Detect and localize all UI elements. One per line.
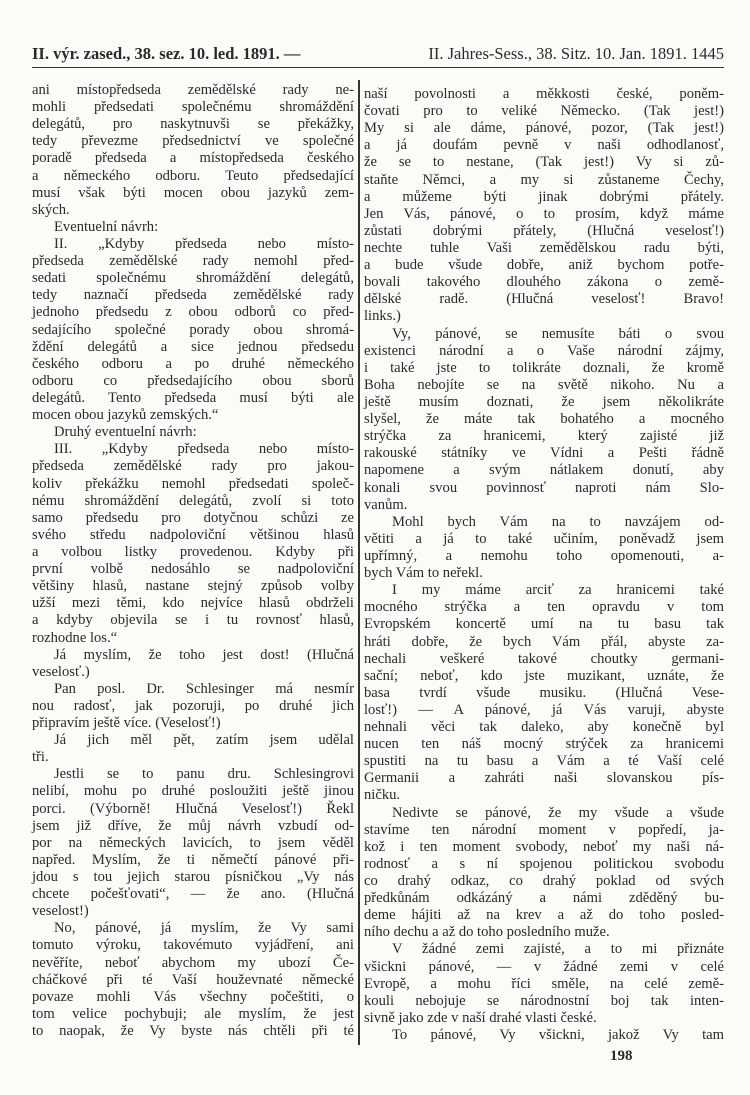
text-line: My si ale dáme, pánové, pozor, (Tak jest!) (364, 120, 724, 137)
text-line: Nedivte se pánové, že my všude a všude (392, 804, 724, 821)
paragraph (364, 1027, 724, 1044)
text-line: všickni pánové, — v žádné zemi v celé (364, 958, 724, 975)
text-line: Já jich měl pět, zatím jsem udělal (54, 732, 354, 749)
text-line: No, pánové, já myslím, že Vy sami (54, 920, 354, 937)
text-line: tři. (32, 749, 49, 766)
paragraph (32, 920, 354, 1040)
text-line: většiny hlasů, nastane stejný způsob volby (32, 578, 354, 595)
text-line: konali svou povinnosť naproti nám Slo- (364, 479, 724, 496)
text-line: I my máme arciť za hranicemi také (392, 582, 724, 599)
text-line: koliv překážku nemohl předsedati společ- (32, 475, 354, 492)
text-line: slyšel, že máte tak bohatého a mocného (364, 411, 724, 428)
text-line: a bude všude dobře, aniž bychom potře- (364, 257, 724, 274)
text-line: delegátů, pro naskytnuvši se překážky, (32, 116, 354, 133)
text-line: ního dechu a až do toho posledního muže. (364, 924, 610, 941)
text-line: bovali takového dlouhého zákona o země- (364, 274, 724, 291)
text-line: co drahý odkaz, co drahý poklad od svých (364, 873, 724, 890)
text-line: hráti dobře, že bych Vám přál, abyste za- (364, 633, 724, 650)
text-line: To pánové, Vy všickni, jakož Vy tam (392, 1027, 724, 1044)
paragraph (364, 326, 724, 514)
text-line: musí však býti mocen obou jazyků zem- (32, 184, 354, 201)
text-line: první volbě nedosáhlo se nadpoloviční (32, 561, 354, 578)
column-divider (358, 80, 360, 1045)
text-line: Vy, pánové, se nemusíte báti o svou (392, 325, 724, 342)
paragraph (32, 219, 354, 236)
paragraph (32, 236, 354, 424)
text-line: českého odboru a po druhé německého (32, 355, 354, 372)
text-line: a volbou listky provedenou. Kdyby při (32, 543, 354, 560)
paragraph (364, 86, 724, 326)
text-line: sivně jako zde v naší drahé vlasti české. (364, 1009, 597, 1026)
text-line: stavíme ten národní moment v popředí, ja- (364, 821, 724, 838)
text-line: nelibí, mohu po druhé posloužiti ještě jinou (32, 783, 354, 800)
text-line: připravím ještě více. (Veselosť!) (32, 715, 221, 732)
text-line: to naopak, že Vy byste nás chtěli při té (32, 1023, 354, 1040)
paragraph (364, 805, 724, 942)
header-german: II. Jahres-Sess., 38. Sitz. 10. Jan. 1891. 1445 (428, 44, 724, 63)
text-line: ani místopředseda zemědělské rady ne- (32, 82, 354, 98)
text-line: nou radosť, jak pozoruji, po druhé jich (32, 697, 354, 714)
text-line: a já doufám pevně v naši odhodlanosť, (364, 137, 724, 154)
text-line: veselosť.) (32, 663, 90, 680)
text-line: jdou s tou jejich starou písničkou „Vy nás (32, 869, 354, 886)
text-line: mocného strýčka a ten opravdu v tom (364, 599, 724, 616)
text-line: nucen ten náš mocný strýček za hranicemi (364, 736, 724, 753)
text-line: i také jste to tolikráte doznali, že kromě (364, 359, 724, 376)
text-line: losť!) — A pánové, já Vás varuji, abyste (364, 701, 724, 718)
text-line: sační; neboť, kdo jste muzikant, uznáte, že (364, 667, 724, 684)
text-line: delegátů. Tento předseda musí býti ale (32, 389, 354, 406)
text-line: užší mezi těmi, kdo nejvíce hlasů obdrželi (32, 595, 354, 612)
text-line: ždění delegátů a sice jednou předsedu (32, 338, 354, 355)
text-line: chcete počešťovati“, — že ano. (Hlučná (32, 886, 354, 903)
text-line: Jen Vás, pánové, o to prosím, když máme (364, 205, 724, 222)
text-line: kouli nebojuje se národnostní boj tak inten- (364, 992, 724, 1009)
text-line: existenci národní a o Vaše národní zájmy, (364, 342, 724, 359)
text-line: větiti a já to také učiním, poněvadž jsem (364, 530, 724, 547)
text-line: jednoho předsedu z obou odborů co před- (32, 304, 354, 321)
text-line: upřímný, a nemohu toho opomenouti, a- (364, 547, 724, 564)
text-line: poradě předseda a místopředseda českého (32, 150, 354, 167)
text-line: basa tvrdí všude musiku. (Hlučná Vese- (364, 684, 724, 701)
text-line: Evropském koncertě umí na tu basu tak (364, 616, 724, 633)
text-line: Jestli se to panu dru. Schlesingrovi (54, 766, 354, 783)
paragraph (364, 941, 724, 1027)
text-line: a kdyby objevila se i tu rovnosť hlasů, (32, 612, 354, 629)
text-line: že se to nestane, (Tak jest!) Vy si zů- (364, 154, 724, 171)
text-line: a můžeme býti jinak dobrými přátely. (364, 188, 724, 205)
text-line: mohli předsedati společnému shromáždění (32, 99, 354, 116)
text-line: Evropě, a mohu říci směle, na celé země- (364, 975, 724, 992)
text-line: Eventuelní návrh: (54, 218, 159, 235)
text-line: předseda zemědělské rady pro jakou- (32, 458, 354, 475)
text-line: sedati společnému shromáždění delegátů, (32, 270, 354, 287)
text-line: mocen obou jazyků zemských.“ (32, 407, 219, 424)
text-line: V žádné zemi zajisté, a to mi přiznáte (392, 941, 724, 958)
text-line: Druhý eventuelní návrh: (54, 424, 197, 441)
text-line: nechali veškeré takové choutky germani- (364, 650, 724, 667)
text-line: jsem již dříve, že můj návrh vzbudí od- (32, 817, 354, 834)
text-line: porci. (Výborně! Hlučná Veselosť!) Řekl (32, 800, 354, 817)
text-line: spustiti na tu basu a Vám a té Vaší celé (364, 753, 724, 770)
text-line: nehnali věci tak daleko, aby konečně byl (364, 719, 724, 736)
right-column (364, 86, 724, 1044)
text-line: tom velice pochybuji; ale myslím, že jest (32, 1005, 354, 1022)
text-line: ničku. (364, 787, 401, 804)
text-line: předseda zemědělské rady nemohl před- (32, 253, 354, 270)
text-line: tedy naznačí předseda zemědělské rady (32, 287, 354, 304)
text-line: svého středu nadpoloviční většinou hlasů (32, 526, 354, 543)
text-line: sedajícího společné porady obou shromá- (32, 321, 354, 338)
text-line: Boha nebojíte se na světě nikoho. Nu a (364, 376, 724, 393)
paragraph (32, 766, 354, 920)
text-line: napomene a svým nátlakem donutí, aby (364, 462, 724, 479)
text-line: II. „Kdyby předseda nebo místo- (54, 235, 354, 252)
text-line: povaze mohli Vás všechny počeštiti, o (32, 988, 354, 1005)
text-line: cháčkové při té Vaší houževnaté německé (32, 971, 354, 988)
paragraph (32, 82, 354, 219)
text-line: čovati pro to veliké Německo. (Tak jest!) (364, 103, 724, 120)
text-line: rodnosť a s ní spojenou politickou svobodu (364, 855, 724, 872)
text-line: deme hájiti až na krev a až do toho posled- (364, 907, 724, 924)
text-line: nému shromáždění delegátů, zvolí si toto (32, 492, 354, 509)
text-line: rozhodne los.“ (32, 629, 118, 646)
text-line: kož i ten moment svobody, neboť my naši ná- (364, 838, 724, 855)
text-line: III. „Kdyby předseda nebo místo- (54, 441, 354, 458)
text-line: Mohl bych Vám na to navzájem od- (392, 513, 724, 530)
paragraph (364, 582, 724, 804)
text-line: tomuto výroku, takovémuto vyjádření, ani (32, 937, 354, 954)
text-line: staňte Němci, a my si zůstaneme Čechy, (364, 171, 724, 188)
text-line: Germanii a zahráti naši slovanskou pís- (364, 770, 724, 787)
text-line: Pan posl. Dr. Schlesinger má nesmír (54, 680, 354, 697)
text-line: links.) (364, 308, 401, 325)
text-line: předkůnám odkázáný a námi zděděný bu- (364, 890, 724, 907)
text-line: vanům. (364, 496, 408, 513)
text-line: naší povolnosti a měkkosti české, poněm- (364, 86, 724, 102)
text-line: bych Vám to neřekl. (364, 565, 483, 582)
left-column (32, 82, 354, 1040)
running-header (32, 40, 724, 68)
text-line: odboru co předsedajícího obou sborů (32, 372, 354, 389)
text-line: samo předsedu pro dotyčnou schůzi ze (32, 509, 354, 526)
text-line: ských. (32, 201, 70, 218)
text-line: napřed. Myslím, že ti němečtí pánové při- (32, 851, 354, 868)
text-line: nevěříte, neboť abychom my ubozí Če- (32, 954, 354, 971)
paragraph (32, 732, 354, 766)
paragraph (32, 424, 354, 441)
text-line: tedy převezme předsednictví ve společné (32, 133, 354, 150)
text-line: veselost!) (32, 903, 89, 920)
text-line: rakouské státníky ve Vídni a Pešti řádně (364, 445, 724, 462)
text-line: a německého odboru. Teuto předsedající (32, 167, 354, 184)
text-line: Já myslím, že toho jest dost! (Hlučná (54, 646, 354, 663)
text-line: nechte tuhle Vaši zemědělskou radu býti, (364, 239, 724, 256)
paragraph (32, 441, 354, 646)
page-number: 198 (610, 1048, 633, 1064)
text-line: zůstati dobrými přátely, (Hlučná veselosť!) (364, 222, 724, 239)
text-line: por na německých lavicích, to jsem věděl (32, 834, 354, 851)
paragraph (364, 514, 724, 582)
text-line: strýčka za hranicemi, který zajisté již (364, 428, 724, 445)
header-czech: II. výr. zased., 38. sez. 10. led. 1891. — (32, 44, 301, 63)
paragraph (32, 647, 354, 681)
paragraph (32, 681, 354, 732)
text-line: ještě musím doznati, že jsem několikráte (364, 393, 724, 410)
text-line: dělské radě. (Hlučná veselosť! Bravo! (364, 291, 724, 308)
